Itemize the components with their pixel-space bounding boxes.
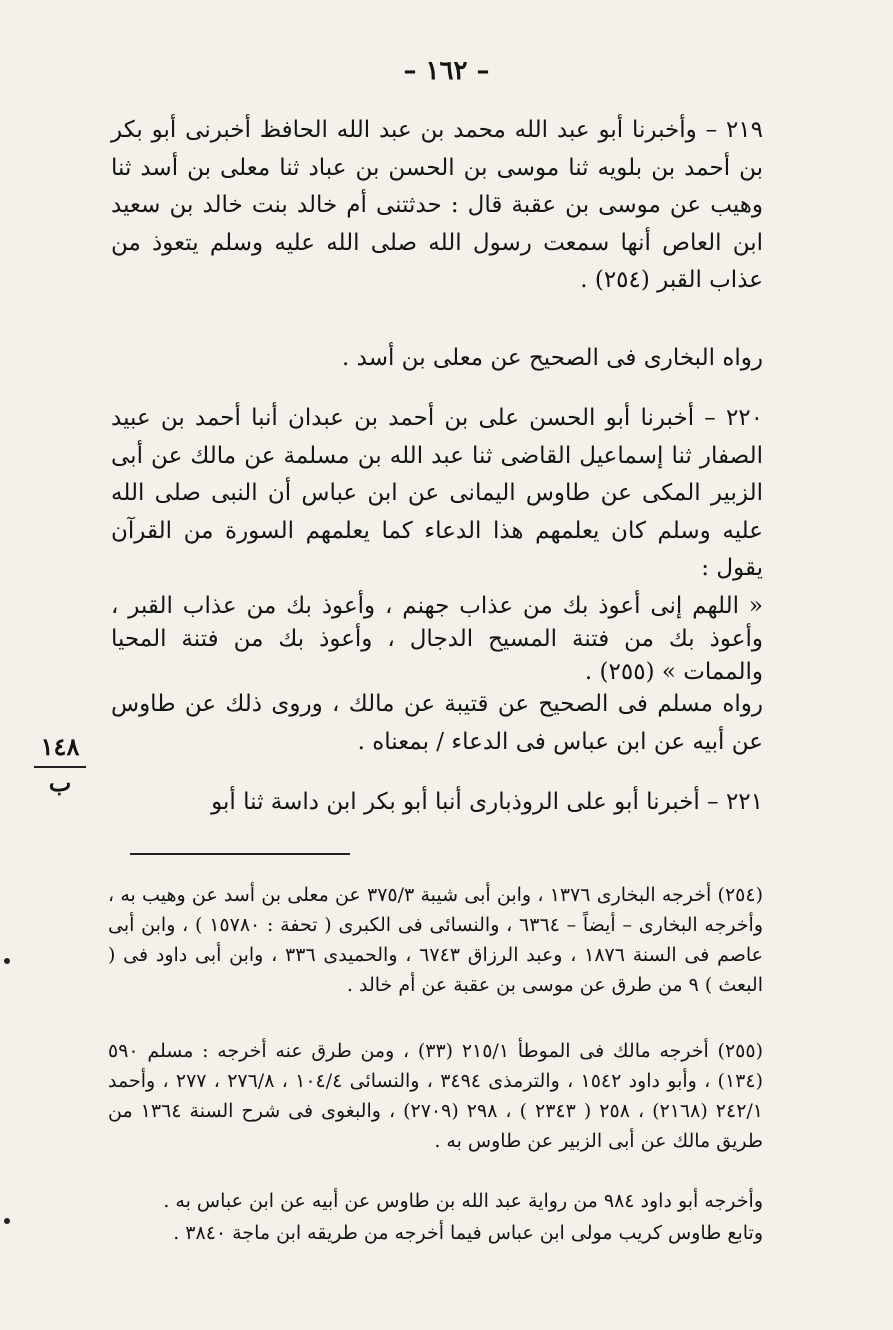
scan-mark xyxy=(4,958,10,964)
footnote-separator xyxy=(130,853,350,855)
hadith-219-narration: رواه البخارى فى الصحيح عن معلى بن أسد . xyxy=(342,345,763,371)
scan-mark xyxy=(4,1218,10,1224)
footnote-255-cont: وأخرجه أبو داود ٩٨٤ من رواية عبد الله بن طاوس عن أبيه عن ابن عباس به . xyxy=(163,1190,763,1212)
hadith-220: ٢٢٠ – أخبرنا أبو الحسن على بن أحمد بن عبدان أنبا أحمد بن عبيد الصفار ثنا إسماعيل القاضى ثنا عبد الله بن مسلمة عن مالك عن أبى الزبير المكى عن طاوس اليمانى عن ابن عباس أن النبى صلى الله عليه وسلم كان يعلمهم هذا الدعاء كما يعلمهم السورة من القرآن يقول : xyxy=(111,405,763,581)
folio-side: ب xyxy=(48,768,72,797)
footnote-254: (٢٥٤) أخرجه البخارى ١٣٧٦ ، وابن أبى شيبة ٣٧٥/٣ عن معلى بن أسد عن وهيب به ، وأخرجه البخارى – أيضاً – ٦٣٦٤ ، والنسائى فى الكبرى ( تحفة : ١٥٧٨٠ ) ، وابن أبى عاصم فى السنة ١٨٧٦ ، وعبد الرزاق ٦٧٤٣ ، والحميدى ٣٣٦ ، وابن أبى داود فى ( البعث ) ٩ من طرق عن موسى بن عقبة عن أم خالد . xyxy=(108,884,764,996)
hadith-220-narration: رواه مسلم فى الصحيح عن قتيبة عن مالك ، وروى ذلك عن طاوس عن أبيه عن ابن عباس فى الدعاء / بمعناه . xyxy=(111,691,763,755)
hadith-221: ٢٢١ – أخبرنا أبو على الروذبارى أنبا أبو بكر ابن داسة ثنا أبو xyxy=(211,789,763,815)
hadith-219: ٢١٩ – وأخبرنا أبو عبد الله محمد بن عبد الله الحافظ أخبرنى أبو بكر بن أحمد بن بلويه ثنا موسى بن الحسن بن عباد ثنا معلى بن أسد ثنا وهيب عن موسى بن عقبة قال : حدثتنى أم خالد بنت خالد بن سعيد ابن العاص أنها سمعت رسول الله صلى الله عليه وسلم يتعوذ من عذاب القبر (٢٥٤) . xyxy=(111,117,763,293)
page-number: – ١٦٢ – xyxy=(403,56,490,86)
folio-number: ١٤٨ xyxy=(40,732,80,761)
hadith-220-dua: « اللهم إنى أعوذ بك من عذاب جهنم ، وأعوذ بك من عذاب القبر ، وأعوذ بك من فتنة المسيح الدجال ، وأعوذ بك من فتنة المحيا والممات » (٢٥٥) . xyxy=(111,593,763,685)
footnote-255-followup: وتابع طاوس كريب مولى ابن عباس فيما أخرجه من طريقه ابن ماجة ٣٨٤٠ . xyxy=(173,1222,763,1244)
footnote-255: (٢٥٥) أخرجه مالك فى الموطأ ٢١٥/١ (٣٣) ، ومن طرق عنه أخرجه : مسلم ٥٩٠ (١٣٤) ، وأبو داود ١٥٤٢ ، والترمذى ٣٤٩٤ ، والنسائى ١٠٤/٤ ، ٢٧٦/٨ ، ٢٧٧ ، وأحمد ٢٤٢/١ (٢١٦٨) ، ٢٥٨ ( ٢٣٤٣ ) ، ٢٩٨ (٢٧٠٩) ، والبغوى فى شرح السنة ١٣٦٤ من طريق مالك عن أبى الزبير عن طاوس به . xyxy=(108,1040,764,1152)
